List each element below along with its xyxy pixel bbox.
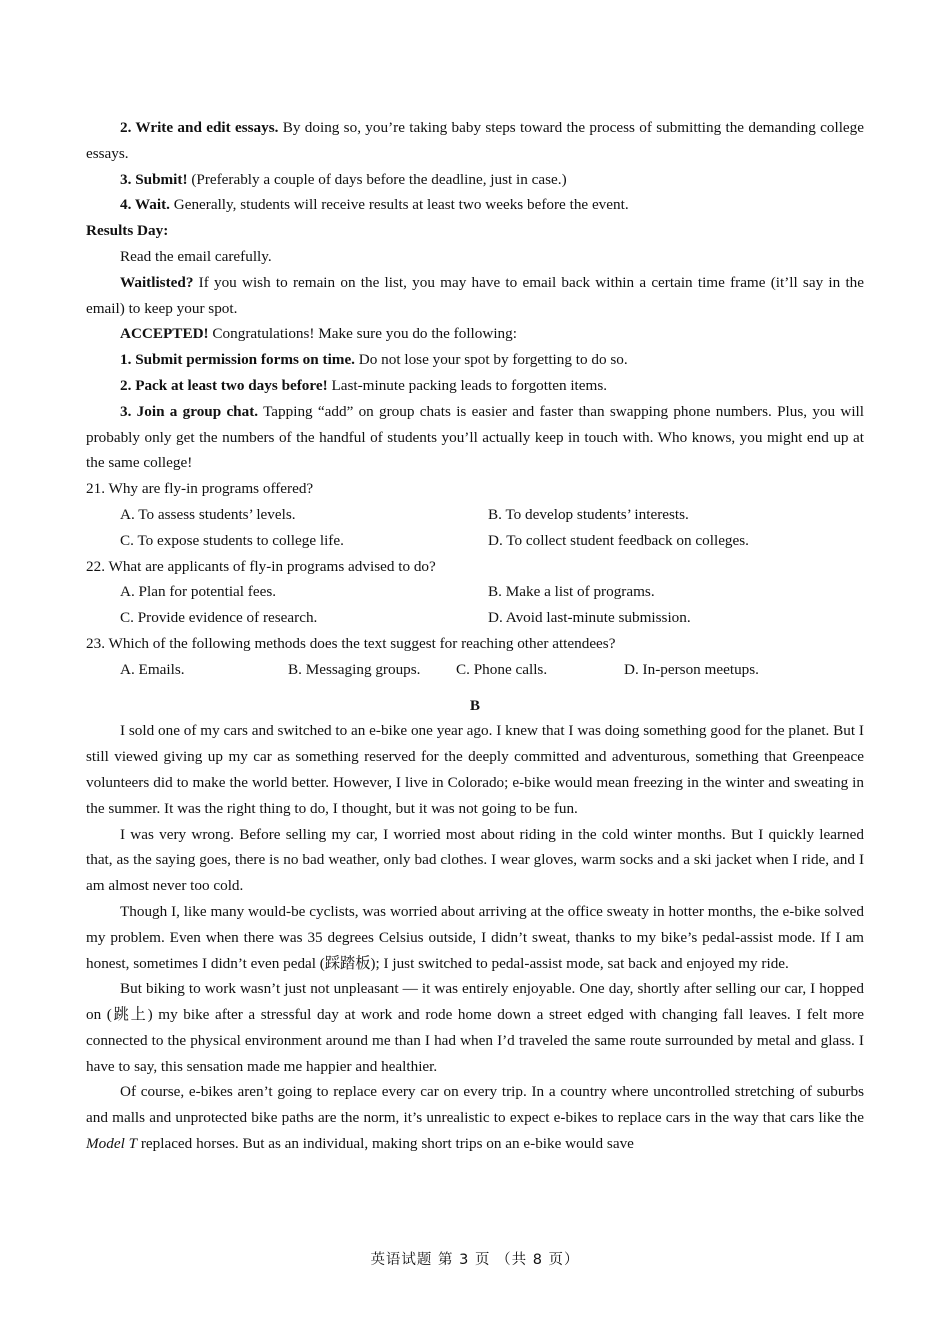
section-b-label: B <box>469 696 481 714</box>
page-content <box>86 115 864 1157</box>
passage-paragraph: But biking to work wasn’t just not unpleasant — it was entirely enjoyable. One day, shortly after selling our car, I hopped on (跳上) my bike after a stressful day at work and rode home down a street edged with changing fall leaves. I felt more connected to the physical environment around me than I had when I’d traveled the same route surrounded by metal and glass. I have to say, this sensation made me happier and healthier. <box>86 980 864 1075</box>
question-23-option-a: A. Emails. <box>120 660 185 678</box>
question-23-options-row <box>86 657 864 683</box>
accepted-title: ACCEPTED! <box>120 325 209 343</box>
model-t-italic: Model T <box>86 1135 138 1153</box>
step-title: 4. Wait. <box>120 196 170 214</box>
step-title: 2. Pack at least two days before! <box>120 376 328 394</box>
question-21-option-a: A. To assess students’ levels. <box>120 505 296 523</box>
question-21-stem: 21. Why are fly-in programs offered? <box>86 480 314 498</box>
step-title: 3. Join a group chat. <box>120 402 259 420</box>
step-text: Do not lose your spot by forgetting to do so. <box>354 351 628 369</box>
question-21-option-c: C. To expose students to college life. <box>120 531 344 549</box>
passage-text: Of course, e-bikes aren’t going to replace every car on every trip. In a country where uncontrolled stretching of suburbs and malls and unprotected bike paths are the norm, it’s unrealistic to expect e-bikes to replace cars in the way that cars like the <box>86 1083 864 1127</box>
step-text: Generally, students will receive results at least two weeks before the event. <box>169 196 629 214</box>
waitlisted-text: If you wish to remain on the list, you may have to email back within a certain time frame (it’ll say in the email) to keep your spot. <box>86 273 864 317</box>
question-22-option-b: B. Make a list of programs. <box>488 583 655 601</box>
accepted-step-forms <box>86 347 864 373</box>
accepted-step-group-chat <box>86 399 864 476</box>
question-21-options-row-1 <box>86 502 864 528</box>
question-21-option-d: D. To collect student feedback on colleges. <box>488 531 749 549</box>
step-text: Last-minute packing leads to forgotten items. <box>327 376 608 394</box>
question-21-option-b: B. To develop students’ interests. <box>488 505 689 523</box>
read-email-text: Read the email carefully. <box>120 247 272 265</box>
step-text: By doing so, you’re taking baby steps toward the process of submitting the demanding college essays. <box>86 119 864 162</box>
waitlisted-paragraph <box>86 270 864 322</box>
step-title: 2. Write and edit essays. <box>120 119 279 136</box>
results-day-heading: Results Day: <box>86 222 169 240</box>
question-22-options-row-2 <box>86 605 864 631</box>
question-22-option-a: A. Plan for potential fees. <box>120 583 277 601</box>
passage-paragraph: Though I, like many would-be cyclists, was worried about arriving at the office sweaty in hotter months, the e-bike solved my problem. Even when there was 35 degrees Celsius outside, I didn’t sweat, thanks to my bike’s pedal-assist mode. If I am honest, sometimes I didn’t even pedal (踩踏板); I just switched to pedal-assist mode, sat back and enjoyed my ride. <box>86 902 864 972</box>
page-footer: 英语试题 第 3 页 （共 8 页） <box>370 1252 580 1268</box>
step-text: Tapping “add” on group chats is easier and faster than swapping phone numbers. Plus, you will probably only get the numbers of the handful of students you’ll actually keep in touch with. Who knows, you might end up at the same college! <box>86 402 864 472</box>
step-text: (Preferably a couple of days before the deadline, just in case.) <box>187 170 567 188</box>
passage-paragraph-last <box>86 1079 864 1156</box>
accepted-text: Congratulations! Make sure you do the following: <box>208 325 517 343</box>
question-23-stem: 23. Which of the following methods does the text suggest for reaching other attendees? <box>86 634 616 652</box>
accepted-paragraph <box>86 321 864 347</box>
passage-paragraph: I sold one of my cars and switched to an e-bike one year ago. I knew that I was doing something good for the planet. But I still viewed giving up my car as something reserved for the deeply committed and adventurous, something that Greenpeace volunteers did to make the world better. However, I live in Colorado; e-bike would mean freezing in the winter and sweating in the summer. It was the right thing to do, I thought, but it was not going to be fun. <box>86 722 864 817</box>
question-23-option-b: B. Messaging groups. <box>288 660 421 678</box>
question-22-option-c: C. Provide evidence of research. <box>120 609 318 627</box>
accepted-step-pack <box>86 373 864 399</box>
question-21-options-row-2 <box>86 528 864 554</box>
step-title: 3. Submit! <box>120 170 188 188</box>
question-22-options-row-1 <box>86 579 864 605</box>
step-title: 1. Submit permission forms on time. <box>120 351 355 369</box>
question-22-stem: 22. What are applicants of fly-in programs advised to do? <box>86 557 436 575</box>
passage-text: replaced horses. But as an individual, making short trips on an e-bike would save <box>137 1135 634 1153</box>
question-22-option-d: D. Avoid last-minute submission. <box>488 609 691 627</box>
passage-paragraph: I was very wrong. Before selling my car, I worried most about riding in the cold winter months. But I quickly learned that, as the saying goes, there is no bad weather, only bad clothes. I wear gloves, warm socks and a ski jacket when I ride, and I am almost never too cold. <box>86 825 864 895</box>
step-submit <box>86 167 864 193</box>
step-essays <box>86 115 864 167</box>
question-23-option-d: D. In-person meetups. <box>624 660 759 678</box>
question-23-option-c: C. Phone calls. <box>456 660 548 678</box>
step-wait <box>86 192 864 218</box>
waitlisted-title: Waitlisted? <box>120 273 194 291</box>
